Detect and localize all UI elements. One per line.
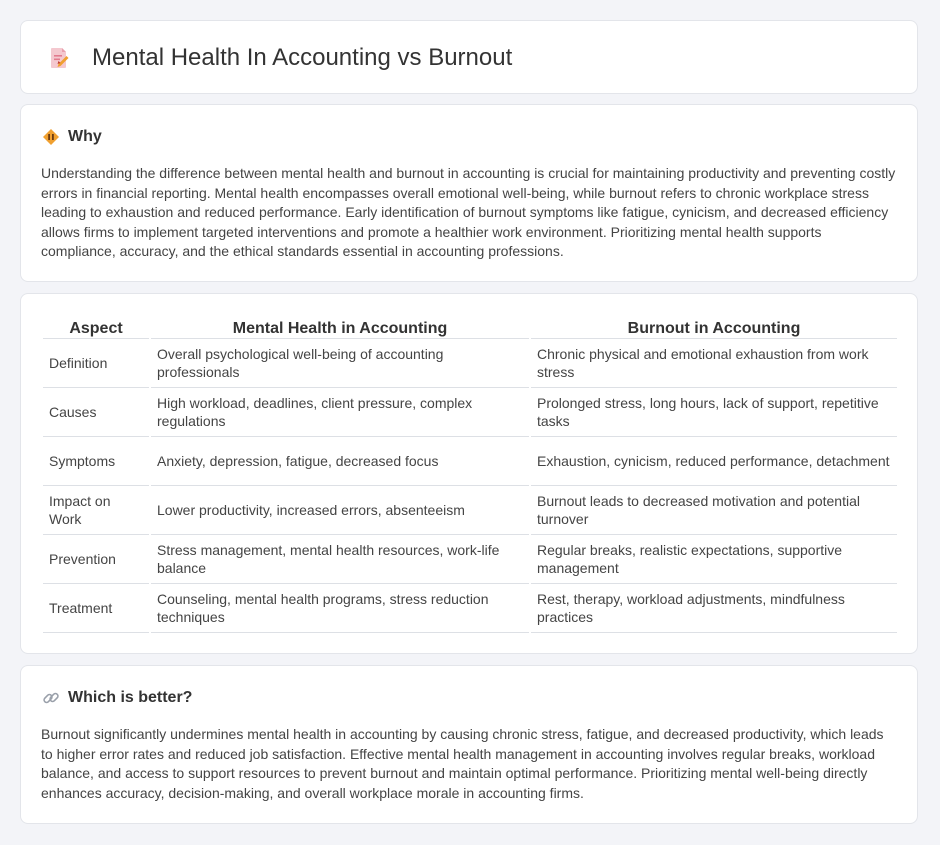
comparison-table xyxy=(41,315,899,633)
table-row xyxy=(43,486,897,535)
row-mental-health: Lower productivity, increased errors, absenteeism xyxy=(151,486,529,535)
link-icon xyxy=(42,689,60,707)
page-title: Mental Health In Accounting vs Burnout xyxy=(92,44,513,71)
row-aspect: Prevention xyxy=(43,535,149,584)
row-mental-health: Counseling, mental health programs, stress reduction techniques xyxy=(151,584,529,633)
why-text: Understanding the difference between mental health and burnout in accounting is crucial for maintaining productivity and preventing costly errors in financial reporting. Mental health encompasses overall emotional well-being, while burnout refers to chronic workplace stress leading to exhaustion and reduced performance. Early identification of burnout symptoms like fatigue, cynicism, and decreased efficiency allows firms to implement targeted interventions and promote a healthier work environment. Prioritizing mental health supports compliance, accuracy, and the ethical standards essential in accounting professions. xyxy=(41,165,896,260)
table-row xyxy=(43,339,897,388)
document-pencil-icon xyxy=(47,46,71,70)
row-burnout: Burnout leads to decreased motivation and potential turnover xyxy=(531,486,897,535)
which-is-better-text: Burnout significantly undermines mental health in accounting by causing chronic stress, fatigue, and decreased productivity, which leads to higher error rates and reduced job satisfaction. Effective mental health management in accounting involves regular breaks, workload balance, and access to support resources to prevent burnout and maintain optimal performance. Prioritizing mental well-being directly enhances accuracy, decision-making, and overall workplace morale in accounting firms. xyxy=(41,726,884,801)
column-header-mental-health: Mental Health in Accounting xyxy=(151,315,529,339)
table-header-row xyxy=(43,315,897,339)
table-row xyxy=(43,584,897,633)
warning-diamond-icon xyxy=(42,128,60,146)
row-burnout: Exhaustion, cynicism, reduced performance, detachment xyxy=(531,437,897,486)
row-mental-health: Stress management, mental health resources, work-life balance xyxy=(151,535,529,584)
row-aspect: Symptoms xyxy=(43,437,149,486)
which-is-better-heading: Which is better? xyxy=(68,689,193,706)
row-aspect: Definition xyxy=(43,339,149,388)
column-header-aspect: Aspect xyxy=(43,315,149,339)
row-aspect: Treatment xyxy=(43,584,149,633)
row-burnout: Prolonged stress, long hours, lack of support, repetitive tasks xyxy=(531,388,897,437)
why-section xyxy=(20,104,918,282)
title-card xyxy=(20,20,918,94)
why-heading: Why xyxy=(68,128,102,145)
row-burnout: Regular breaks, realistic expectations, supportive management xyxy=(531,535,897,584)
row-mental-health: High workload, deadlines, client pressure, complex regulations xyxy=(151,388,529,437)
table-row xyxy=(43,437,897,486)
comparison-section xyxy=(20,293,918,654)
row-mental-health: Anxiety, depression, fatigue, decreased focus xyxy=(151,437,529,486)
table-row xyxy=(43,388,897,437)
which-is-better-section xyxy=(20,665,918,824)
row-burnout: Chronic physical and emotional exhaustion from work stress xyxy=(531,339,897,388)
row-mental-health: Overall psychological well-being of accounting professionals xyxy=(151,339,529,388)
table-row xyxy=(43,535,897,584)
row-burnout: Rest, therapy, workload adjustments, mindfulness practices xyxy=(531,584,897,633)
row-aspect: Impact on Work xyxy=(43,486,149,535)
row-aspect: Causes xyxy=(43,388,149,437)
column-header-burnout: Burnout in Accounting xyxy=(531,315,897,339)
